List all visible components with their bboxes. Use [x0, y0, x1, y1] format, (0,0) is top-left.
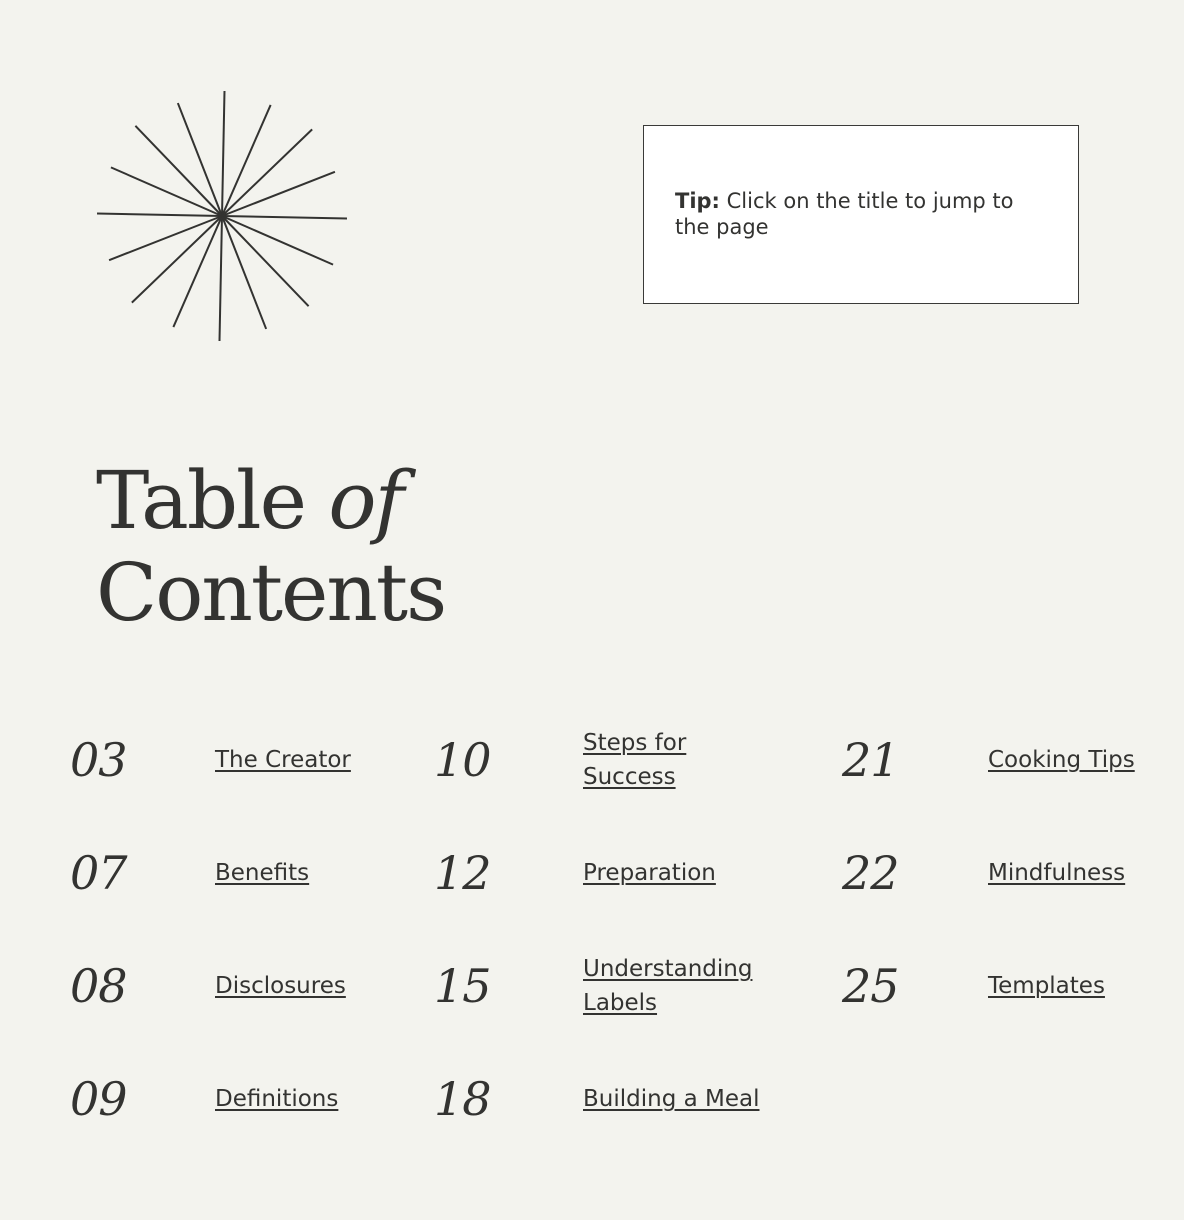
toc-page-number: 18: [434, 1072, 491, 1126]
starburst-ray: [135, 126, 222, 216]
title-word-contents: Contents: [96, 546, 446, 639]
starburst-ray: [97, 214, 222, 217]
toc-link-steps-for-success[interactable]: Steps for Success: [583, 730, 687, 790]
toc-page-number: 15: [434, 959, 491, 1013]
starburst-icon: [96, 90, 348, 342]
starburst-ray: [132, 216, 222, 303]
title-word-of: of: [328, 454, 403, 547]
toc-page-number: 07: [70, 846, 127, 900]
toc-link-cooking-tips[interactable]: Cooking Tips: [988, 747, 1135, 773]
title-word-table: Table: [96, 454, 305, 547]
toc-link-mindfulness[interactable]: Mindfulness: [988, 860, 1126, 886]
toc-link-the-creator[interactable]: The Creator: [215, 747, 351, 773]
starburst-ray: [222, 216, 309, 306]
toc-page-number: 09: [70, 1072, 127, 1126]
starburst-ray: [220, 216, 223, 341]
toc-link-preparation[interactable]: Preparation: [583, 860, 716, 886]
starburst-ray: [222, 129, 312, 216]
tip-label: Tip:: [675, 189, 720, 213]
toc-page-number: 21: [842, 733, 899, 787]
toc-page-number: 08: [70, 959, 127, 1013]
toc-page-number: 10: [434, 733, 491, 787]
page-title: [96, 455, 445, 639]
toc-page-number: 12: [434, 846, 491, 900]
starburst-ray: [222, 216, 347, 219]
tip-box: [643, 125, 1079, 304]
toc-page-number: 22: [842, 846, 899, 900]
toc-link-building-a-meal[interactable]: Building a Meal: [583, 1086, 760, 1112]
toc-link-templates[interactable]: Templates: [988, 973, 1105, 999]
toc-link-definitions[interactable]: Definitions: [215, 1086, 339, 1112]
tip-text: Click on the title to jump to the page: [675, 189, 1014, 239]
starburst-ray: [222, 91, 225, 216]
toc-link-understanding-labels[interactable]: Understanding Labels: [583, 956, 753, 1016]
toc-page-number: 25: [842, 959, 899, 1013]
toc-link-disclosures[interactable]: Disclosures: [215, 973, 346, 999]
toc-page-number: 03: [70, 733, 127, 787]
toc-link-benefits[interactable]: Benefits: [215, 860, 310, 886]
